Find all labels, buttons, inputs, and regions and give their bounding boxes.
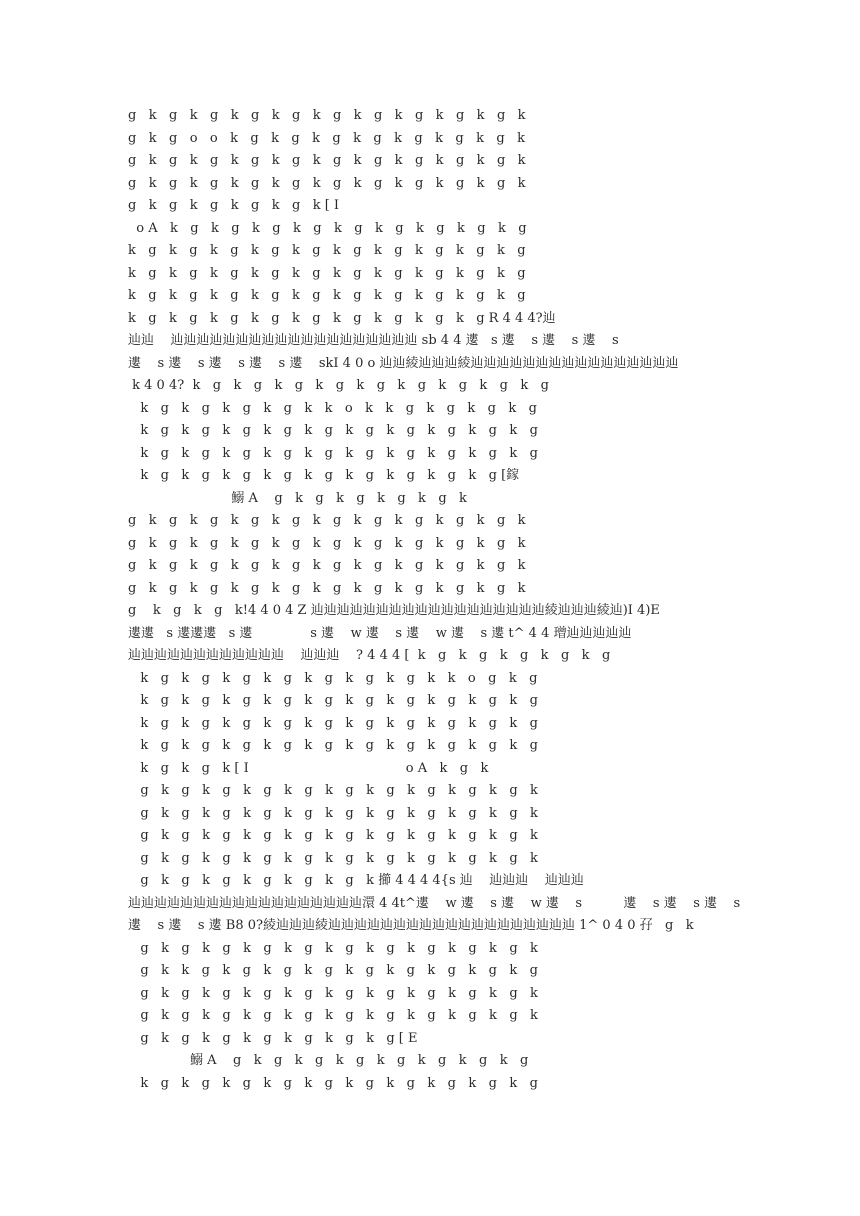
text-line: g k g k g k g k g k g k g k g k g k g k [128, 108, 526, 123]
text-line: k g k g k g k g k g k g k g k g k g k g [128, 288, 526, 303]
text-line: g k g k g k g k g k g k g k g k g k g k [128, 581, 526, 596]
text-line: g k g k g k g k g k g k g k g k g k g k [128, 851, 538, 866]
text-line: k g k g k g k g k g k g k g k g k g R 4 4 4?辿 [128, 311, 556, 326]
text-line: k g k g k g k g k g k g k g k g k g k g [128, 243, 526, 258]
text-line: g k g k g k g k g k g k g k g k g k g k [128, 513, 526, 528]
text-line: g k g k g k g k g k g k g k g k g k g k [128, 536, 526, 551]
text-line: g k g k g k g k g k g k g k g k g k g k [128, 558, 526, 573]
text-line: 遱 s 遱 s 遱 B8 0?綾辿辿辿綾辿辿辿辿辿辿辿辿辿辿辿辿辿辿辿辿辿辿辿 1^ 0 4 0 孖 g k [128, 918, 694, 933]
text-line: k g k g k g k g k g k g k g k g k g k g [128, 1076, 538, 1091]
text-line: k g k g k [ I o A k g k [128, 761, 489, 776]
text-line: g k g k g k g k g k g k g k g k g k g k [128, 986, 538, 1001]
text-line: k g k g k g k g k g k g k g k g k g k g [128, 266, 526, 281]
text-line: k g k g k g k g k g k g k g k g k g [鎵 [128, 468, 520, 483]
text-line: g k g o o k g k g k g k g k g k g k g k [128, 131, 525, 146]
text-line: k g k g k g k g k g k g k g k g k g k g [128, 738, 538, 753]
text-line: g k g k g k g k g k g k g k g k g k g k [128, 783, 538, 798]
text-line: g k g k g k!4 4 0 4 Z 辿辿辿辿辿辿辿辿辿辿辿辿辿辿辿辿辿辿綾辿辿辿綾辿)I 4)E [128, 603, 660, 618]
text-line: 鰯 A g k g k g k g k g k [128, 491, 467, 506]
text-line: 遱遱 s 遱遱遱 s 遱 s 遱 w 遱 s 遱 w 遱 s 遱 t^ 4 4 璔辿辿辿辿辿 [128, 626, 632, 641]
text-line: g k g k g k g k g k g k g k g k g k g k [128, 153, 526, 168]
text-line: g k g k g k g k g k g k g k g k g k g k [128, 828, 538, 843]
text-line: 辿辿辿辿辿辿辿辿辿辿辿辿辿辿辿辿辿辿澴 4 4t^遱 w 遱 s 遱 w 遱 s 遱 s 遱 s 遱 s [128, 896, 741, 911]
text-line: k g k g k g k g k g k g k g k g k g k g [128, 446, 538, 461]
text-line: k g k g k g k g k k o k k g k g k g k g [128, 401, 537, 416]
text-line: k g k g k g k g k g k g k g k g k g k g [128, 693, 538, 708]
text-line: g k g k g k g k g k g k g [ E [128, 1031, 418, 1046]
text-line: k g k g k g k g k g k g k g k k o g k g [128, 671, 538, 686]
text-line: k 4 0 4? k g k g k g k g k g k g k g k g k g [128, 378, 549, 393]
text-line: k g k g k g k g k g k g k g k g k g k g [128, 423, 538, 438]
text-line: 辿辿 辿辿辿辿辿辿辿辿辿辿辿辿辿辿辿辿辿辿辿 sb 4 4 遱 s 遱 s 遱 s 遱 s [128, 333, 619, 348]
text-line: g k g k g k g k g k g k g k g k g k g k [128, 806, 538, 821]
text-line: g k g k g k g k g k g k g k g k g k g k [128, 1008, 538, 1023]
text-line: g k g k g k g k g k g k g k g k g k g k [128, 176, 526, 191]
text-line: g k g k g k g k g k g k 擳 4 4 4 4{s 辿 辿辿辿 辿辿辿 [128, 873, 584, 888]
text-line: k g k g k g k g k g k g k g k g k g k g [128, 716, 538, 731]
text-line: 遱 s 遱 s 遱 s 遱 s 遱 skI 4 0 o 辿辿綾辿辿辿綾辿辿辿辿辿辿辿辿辿辿辿辿辿辿辿辿 [128, 356, 679, 371]
text-line: g k k g k g k g k g k g k g k g k g k g [128, 963, 538, 978]
text-line: g k g k g k g k g k [ I [128, 198, 340, 213]
text-line: 鰯 A g k g k g k g k g k g k g k g [128, 1053, 529, 1068]
text-line: o A k g k g k g k g k g k g k g k g k g [128, 221, 527, 236]
text-line: 辿辿辿辿辿辿辿辿辿辿辿辿 辿辿辿 ? 4 4 4 [ k g k g k g k g k g [128, 648, 611, 663]
text-line: g k g k g k g k g k g k g k g k g k g k [128, 941, 538, 956]
